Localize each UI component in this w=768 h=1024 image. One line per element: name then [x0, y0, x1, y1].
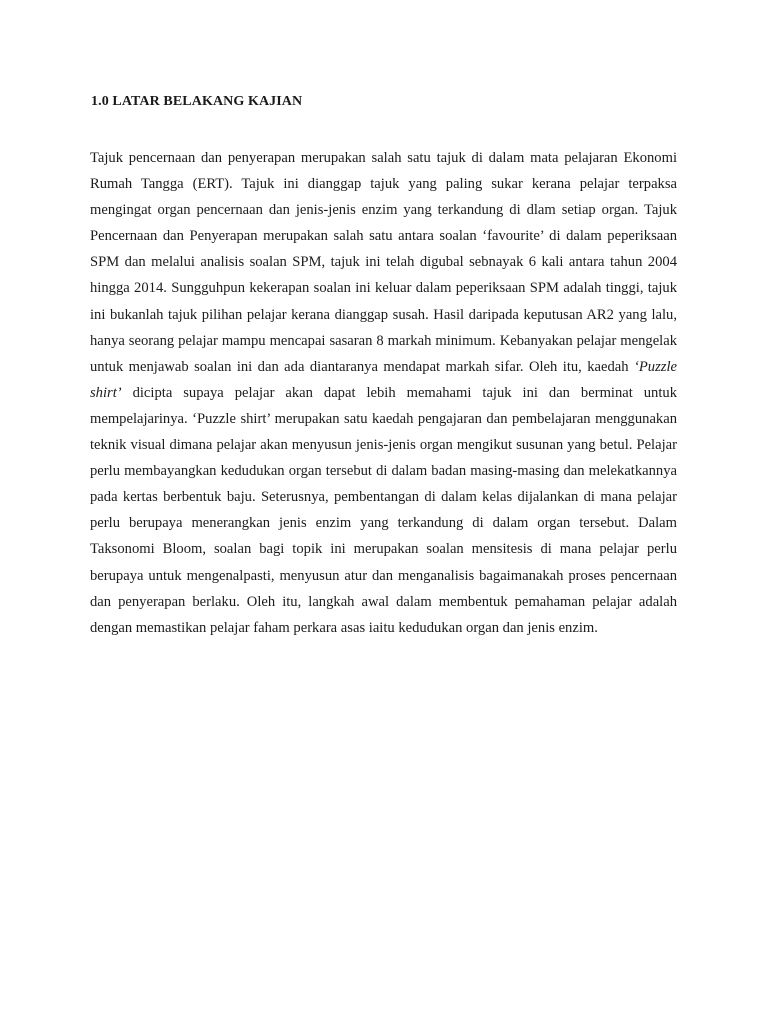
body-paragraph [90, 145, 677, 641]
section-heading: 1.0 LATAR BELAKANG KAJIAN [91, 94, 303, 109]
paragraph-text-part-2: dicipta supaya pelajar akan dapat lebih memahami tajuk ini dan berminat untuk mempelajarinya. ‘Puzzle shirt’ merupakan satu kaedah pengajaran dan pembelajaran menggunakan teknik visual dimana pelajar akan menyusun jenis-jenis organ mengikut susunan yang betul. Pelajar perlu membayangkan kedudukan organ tersebut di dalam badan masing-masing dan melekatkannya pada kertas berbentuk baju. Seterusnya, pembentangan di dalam kelas dijalankan di mana pelajar perlu berupaya menerangkan jenis enzim yang terkandung di dalam organ tersebut. Dalam Taksonomi Bloom, soalan bagi topik ini merupakan soalan mensitesis di mana pelajar perlu berupaya untuk mengenalpasti, menyusun atur dan menganalisis bagaimanakah proses pencernaan dan penyerapan berlaku. Oleh itu, langkah awal dalam membentuk pemahaman pelajar adalah dengan memastikan pelajar faham perkara asas iaitu kedudukan organ dan jenis enzim. [90, 384, 677, 636]
paragraph-text-part-1: Tajuk pencernaan dan penyerapan merupakan salah satu tajuk di dalam mata pelajaran Ekonomi Rumah Tangga (ERT). Tajuk ini dianggap tajuk yang paling sukar kerana pelajar terpaksa mengingat organ pencernaan dan jenis-jenis enzim yang terkandung di dlam setiap organ. Tajuk Pencernaan dan Penyerapan merupakan salah satu antara soalan ‘favourite’ di dalam peperiksaan SPM dan melalui analisis soalan SPM, tajuk ini telah digubal sebnayak 6 kali antara tahun 2004 hingga 2014. Sungguhpun kekerapan soalan ini keluar dalam peperiksaan SPM adalah tinggi, tajuk ini bukanlah tajuk pilihan pelajar kerana dianggap susah. Hasil daripada keputusan AR2 yang lalu, hanya seorang pelajar mampu mencapai sasaran 8 markah minimum. Kebanyakan pelajar mengelak untuk menjawab soalan ini dan ada diantaranya mendapat markah sifar. Oleh itu, kaedah [90, 150, 677, 375]
paragraph-italic-term: ‘Puzzle shirt’ [90, 358, 677, 401]
